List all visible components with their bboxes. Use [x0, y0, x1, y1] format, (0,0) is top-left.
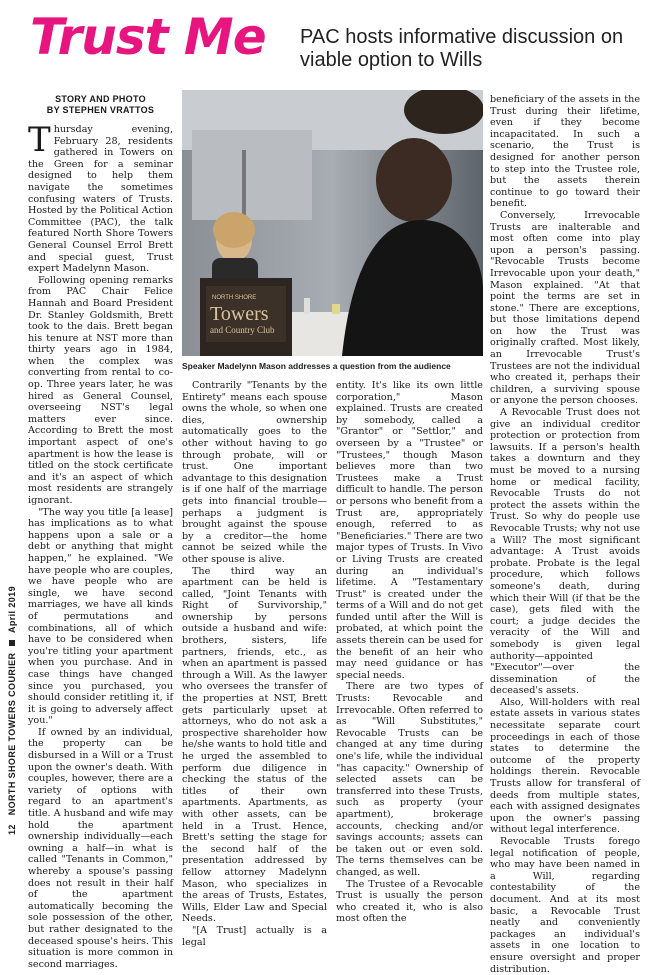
paragraph: Revocable Trusts forego legal notification of people, who may have been named in a Will, regarding contestability of the document. And at its most basic, a Revocable Trust neatly and conveniently packages an individual's assets in one location to ensure oversight and proper distribution.: [490, 836, 640, 975]
paragraph: A Revocable Trust does not give an individual creditor protection or protection from lawsuits. If a person's health takes a downturn and they must be moved to a nursing home or medical facility, Revocable Trusts do not protect the assets within the Trust. So why do people use Revocable Trusts; why not use a Will? The most significant advantage: A Trust avoids probate. Probate is the legal procedure, which follows someone's death, during which their Will (if that be the case), gets filed with the court; a judge decides the veracity of the Will and somebody is given legal authority—appointed "Executor"—over the dissemination of the deceased's assets.: [490, 407, 640, 697]
paragraph: beneficiary of the assets in the Trust during their lifetime, even if they become incapacitated. In such a scenario, the Trust is designed for another person to step into the Trustee role, but the assets therein continue to go toward their benefit.: [490, 94, 640, 210]
article-column-3: [336, 380, 483, 925]
paragraph-text: hursday evening, February 28, residents gathered in Towers on the Green for a seminar designed to help them navigate the sometimes confusing waters of Trusts. Hosted by the Political Action Committee (PAC), the talk featured North Shore Towers General Counsel Errol Brett and special guest, Trust expert Madelynn Mason.: [28, 124, 173, 275]
paragraph: entity. It's like its own little corporation," Mason explained. Trusts are created by somebody, called a "Grantor" or "Settlor," and overseen by a "Trustee" or "Trustees," though Mason believes more than two Trustees make a Trust difficult to handle. The person or persons who benefit from a Trust are, appropriately enough, referred to as "Beneficiaries." There are two major types of Trusts. In Vivo or Living Trusts are created during an individual's lifetime. A "Testamentary Trust" is created under the terms of a Will and do not get funded until after the Will is probated, at which point the assets therein can be used for the benefit of an heir who may need guidance or has special needs.: [336, 380, 483, 681]
byline-line-1: STORY AND PHOTO: [55, 94, 146, 104]
article-column-1: [28, 94, 173, 970]
byline: [28, 94, 173, 116]
podium-line-1: NORTH SHORE: [212, 295, 257, 301]
article-subtitle: PAC hosts informative discussion on viable option to Wills: [300, 26, 624, 71]
paragraph: "[A Trust] actually is a legal: [182, 924, 327, 948]
paragraph: The third way an apartment can be held is called, "Joint Tenants with Right of Survivorship," ownership by persons outside a husband and wife: brothers, sisters, life partners, friends, etc., as when an apartment is passed through a Will. As the lawyer who oversees the transfer of the properties at NST, Brett gets particularly upset at attorneys, who do not ask a prospective shareholder how he/she wants to hold title and he urged the assembled to perform due diligence in checking the status of the titles of their own apartments. Apartments, as with other assets, can be held in a Trust. Hence, Brett's setting the stage for the second half of the presentation addressed by fellow attorney Madelynn Mason, who specializes in the areas of Trusts, Estates, Wills, Elder Law and Special Needs.: [182, 565, 327, 925]
podium-line-3: and Country Club: [210, 325, 275, 335]
photo-illustration: [182, 90, 483, 356]
paragraph: [28, 120, 173, 275]
paragraph: "The way you title [a lease] has implications as to what happens upon a sale or a debt or anything that might happen," he explained. "We have people who are couples, we have people who are single, we have second marriages, we have all kinds of permutations and combinations, all of which have to be considered when you're titling your apartment when you purchase. And in case things have changed since you purchased, you should consider retitling it, if it is going to adversely affect you.": [28, 506, 173, 727]
section-title: Trust Me: [30, 8, 266, 66]
paragraph: If owned by an individual, the property can be disbursed in a Will or a Trust upon the owner's death. With couples, however, there are a variety of options with regard to an apartment's title. A husband and wife may hold the apartment ownership individually—each owning a half—in what is called "Tenants in Common," whereby a spouse's passing does not result in their half of the apartment automatically becoming the sole possession of the other, but rather designated to the deceased spouse's heirs. This situation is more common in second marriages.: [28, 726, 173, 970]
paragraph: Conversely, Irrevocable Trusts are inalterable and most often come into play upon a person's passing. "Revocable Trusts become Irrevocable upon your death," Mason explained. "At that point the terms are set in stone." There are exceptions, but those limitations depend on how the Trust was originally crafted. Most likely, an Irrevocable Trust's Trustees are not the individual who created it, perhaps their children, a surviving spouse or anyone the person chooses.: [490, 209, 640, 407]
paragraph: There are two types of Trusts: Revocable and Irrevocable. Often referred to as "Will Substitutes," Revocable Trusts can be changed at any time during one's life, while the individual "has capacity." Ownership of selected assets can be transferred into these Trusts, such as property (your apartment), brokerage accounts, checking and/or savings accounts; assets can be taken out or even sold. The terns themselves can be changed, as well.: [336, 681, 483, 878]
publication-name: NORTH SHORE TOWERS COURIER: [7, 652, 17, 816]
page-footer: [2, 560, 17, 840]
article-column-2: [182, 380, 327, 948]
byline-line-2: BY STEPHEN VRATTOS: [46, 105, 155, 115]
issue-date: April 2019: [7, 586, 17, 634]
masthead: [30, 8, 266, 66]
paragraph: Contrarily "Tenants by the Entirety" means each spouse owns the whole, so when one dies, ownership automatically goes to the other without having to go through probate, will or trust. One important advantage to this designation is if one half of the marriage gets into financial trouble—perhaps a judgment is brought against the spouse by a creditor—the home cannot be seized while the other spouse is alive.: [182, 380, 327, 565]
page-number: 12: [7, 824, 17, 835]
article-photo: [182, 90, 483, 356]
paragraph: The Trustee of a Revocable Trust is usually the person who created it, who is also most often the: [336, 878, 483, 925]
paragraph: Following opening remarks from PAC Chair Felice Hannah and Board President Dr. Stanley Goldsmith, Brett took to the dais. Brett began his tenure at NST more than thirty years ago in 1984, when the complex was converting from rental to co-op. Three years later, he was hired as General Counsel, overseeing NST's legal matters ever since. According to Brett the most important aspect of one's apartment is how the lease is titled on the stock certificate and it's an aspect of which most residents are strangely ignorant.: [28, 274, 173, 506]
separator-square-icon: [9, 640, 15, 646]
photo-caption: Speaker Madelynn Mason addresses a question from the audience: [182, 361, 451, 371]
podium-line-2: Towers: [210, 303, 269, 325]
paragraph: Also, Will-holders with real estate assets in various states necessitate separate court proceedings in each of those states to determine the outcome of the property holdings therein. Revocable Trusts allow for transferal of deeds from multiple states, each with assigned designates upon the owner's passing without legal interference.: [490, 696, 640, 836]
drop-cap: T: [28, 120, 51, 160]
article-column-4: [490, 94, 640, 975]
